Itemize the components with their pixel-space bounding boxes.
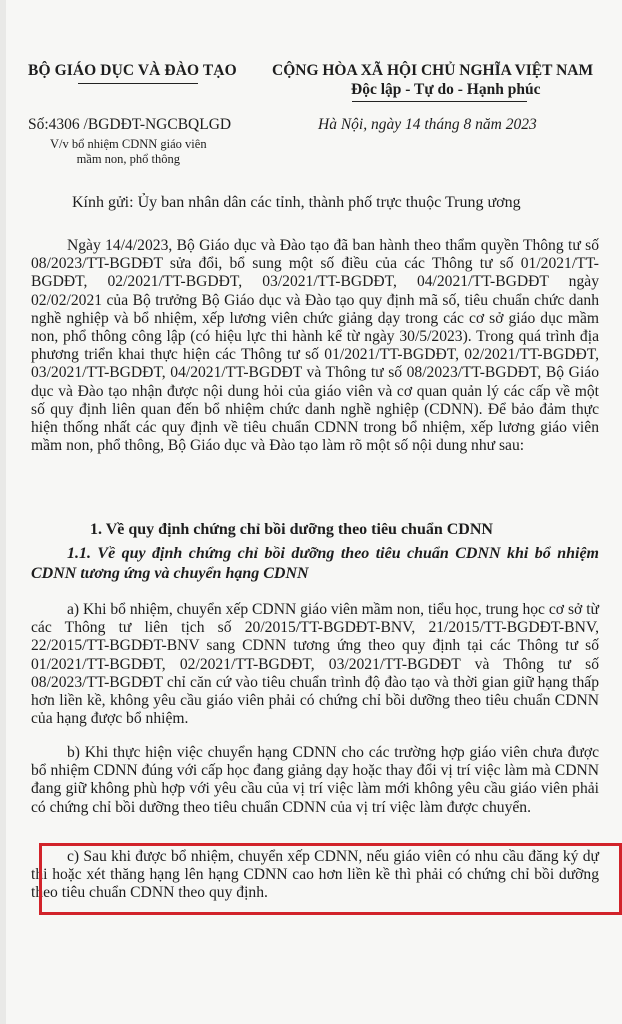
subject-line-1: V/v bổ nhiệm CDNN giáo viên (50, 137, 207, 151)
republic-title: CỘNG HÒA XÃ HỘI CHỦ NGHĨA VIỆT NAM (272, 62, 594, 79)
section-1-heading: 1. Về quy định chứng chỉ bồi dưỡng theo tiêu chuẩn CDNN (90, 521, 493, 538)
document-number: Số:4306 /BGDĐT-NGCBQLGD (28, 116, 232, 133)
place-and-date: Hà Nội, ngày 14 tháng 8 năm 2023 (318, 116, 537, 133)
ministry-underline (78, 83, 198, 84)
paragraph-a: a) Khi bổ nhiệm, chuyển xếp CDNN giáo viên mầm non, tiểu học, trung học cơ sở từ các Thông tư liên tịch số 20/2015/TT-BGDĐT-BNV, 21/2015/TT-BGDĐT-BNV, 22/2015/TT-BGDĐT-BNV sang CDNN tương ứng theo quy định tại các Thông tư số 01/2021/TT-BGDĐT, 02/2021/TT-BGDĐT, 03/2021/TT-BGDĐT và Thông tư số 08/2023/TT-BGDĐT chỉ căn cứ vào tiêu chuẩn trình độ đào tạo và thời gian giữ hạng thấp hơn liền kề, không yêu cầu giáo viên phải có chứng chỉ bồi dưỡng theo tiêu chuẩn CDNN của hạng được bổ nhiệm. (31, 601, 599, 728)
document-page (6, 0, 622, 1024)
document-subject (50, 137, 207, 167)
motto-underline (352, 101, 527, 102)
subject-line-2: mầm non, phổ thông (76, 152, 181, 166)
recipient-line: Kính gửi: Ủy ban nhân dân các tỉnh, thành phố trực thuộc Trung ương (72, 194, 521, 211)
red-highlight-box (39, 843, 622, 915)
paragraph-b: b) Khi thực hiện việc chuyển hạng CDNN cho các trường hợp giáo viên chưa được bổ nhiệm CDNN đúng với cấp học đang giảng dạy hoặc thay đổi vị trí việc làm mà CDNN đang giữ không phù hợp với yêu cầu của vị trí việc làm mới không yêu cầu giáo viên phải có chứng chỉ bồi dưỡng theo tiêu chuẩn CDNN của vị trí việc làm được chuyển. (31, 744, 599, 816)
ministry-name: BỘ GIÁO DỤC VÀ ĐÀO TẠO (28, 62, 237, 79)
national-motto: Độc lập - Tự do - Hạnh phúc (351, 81, 541, 98)
paragraph-c: c) Sau khi được bổ nhiệm, chuyển xếp CDNN, nếu giáo viên có nhu cầu đăng ký dự thi hoặc xét thăng hạng lên hạng CDNN cao hơn liền kề thì phải có chứng chỉ bồi dưỡng theo tiêu chuẩn CDNN theo quy định. (31, 848, 599, 902)
intro-paragraph: Ngày 14/4/2023, Bộ Giáo dục và Đào tạo đã ban hành theo thẩm quyền Thông tư số 08/2023/TT-BGDĐT sửa đổi, bổ sung một số điều của các Thông tư số 01/2021/TT-BGDĐT, 02/2021/TT-BGDĐT, 03/2021/TT-BGDĐT, 04/2021/TT-BGDĐT ngày 02/02/2021 của Bộ trưởng Bộ Giáo dục và Đào tạo quy định mã số, tiêu chuẩn chức danh nghề nghiệp và bổ nhiệm, xếp lương viên chức giảng dạy trong các cơ sở giáo dục mầm non, phổ thông công lập (có hiệu lực thi hành kể từ ngày 30/5/2023). Trong quá trình địa phương triển khai thực hiện các Thông tư số 01/2021/TT-BGDĐT, 02/2021/TT-BGDĐT, 03/2021/TT-BGDĐT, 04/2021/TT-BGDĐT và Thông tư số 08/2023/TT-BGDĐT, Bộ Giáo dục và Đào tạo nhận được nội dung hỏi của giáo viên và cơ quan quản lý các cấp về một số quy định liên quan đến bổ nhiệm chức danh nghề nghiệp (CDNN). Để bảo đảm thực hiện thống nhất các quy định về tiêu chuẩn CDNN trong bổ nhiệm, xếp lương giáo viên mầm non, phổ thông, Bộ Giáo dục và Đào tạo làm rõ một số nội dung như sau: (31, 237, 599, 455)
section-1-1-heading: 1.1. Về quy định chứng chỉ bồi dưỡng theo tiêu chuẩn CDNN khi bổ nhiệm CDNN tương ứng và chuyển hạng CDNN (31, 545, 599, 582)
